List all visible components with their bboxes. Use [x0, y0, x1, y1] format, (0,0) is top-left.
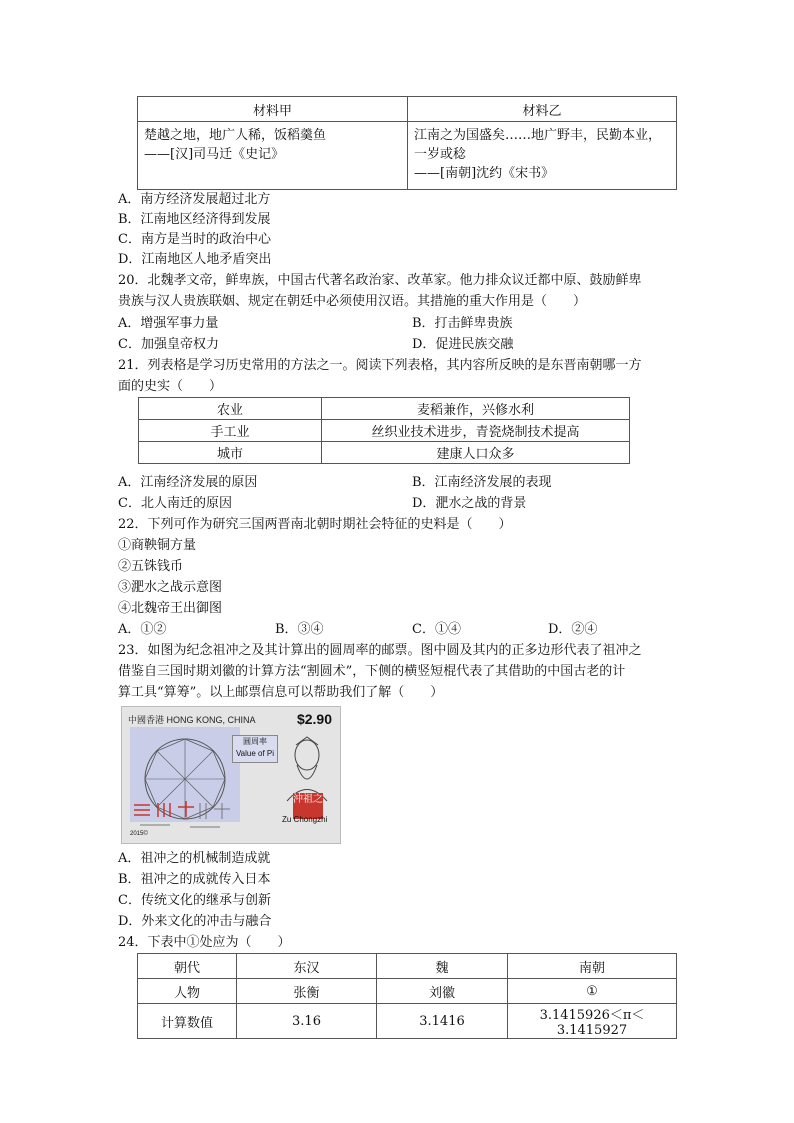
list-item: ②五铢钱币 — [118, 559, 184, 574]
table-header: 材料甲 — [138, 97, 408, 122]
material-table — [137, 96, 677, 190]
table-cell — [138, 122, 408, 190]
option[interactable]: C．传统文化的继承与创新 — [118, 893, 271, 908]
cell-line: ——[汉]司马迁《史记》 — [144, 147, 285, 162]
stamp-seal: 沖祖之 — [293, 793, 323, 819]
table-cell: 城市 — [139, 442, 322, 464]
cell-line: 一岁或稔 — [414, 147, 467, 162]
option[interactable]: D．促进民族交融 — [412, 337, 514, 352]
option[interactable]: B．江南经济发展的表现 — [412, 475, 552, 490]
option[interactable]: B．江南地区经济得到发展 — [118, 212, 271, 227]
table-cell: 3.1415926＜π＜3.1415927 — [508, 1004, 677, 1039]
option[interactable]: C．北人南迁的原因 — [118, 496, 232, 511]
stamp-label-en: Value of Pi — [235, 749, 275, 758]
question-text: 算工具“算筹”。以上邮票信息可以帮助我们了解（ ） — [118, 685, 444, 700]
table-header: 材料乙 — [408, 97, 677, 122]
option[interactable]: A．江南经济发展的原因 — [118, 475, 258, 490]
question-text: 24．下表中①处应为（ ） — [118, 935, 291, 950]
stamp-country: 中國香港 HONG KONG, CHINA — [128, 715, 256, 725]
option[interactable]: A．南方经济发展超过北方 — [118, 192, 271, 207]
option[interactable]: C．加强皇帝权力 — [118, 337, 219, 352]
table-cell: 魏 — [377, 954, 508, 979]
info-table — [138, 397, 630, 464]
pi-table — [137, 953, 677, 1039]
table-cell: 手工业 — [139, 420, 322, 442]
question-text: 21．列表格是学习历史常用的方法之一。阅读下列表格，其内容所反映的是东晋南朝哪一方 — [118, 358, 642, 373]
table-cell: 张衡 — [237, 979, 377, 1004]
table-cell: ① — [508, 979, 677, 1004]
cell-line: ——[南朝]沈约《宋书》 — [414, 166, 555, 181]
question-text: 贵族与汉人贵族联姻、规定在朝廷中必须使用汉语。其措施的重大作用是（ ） — [118, 294, 587, 309]
question-text: 面的史实（ ） — [118, 379, 223, 394]
counting-rods-icon — [130, 799, 250, 833]
option[interactable]: D．江南地区人地矛盾突出 — [118, 252, 272, 267]
cell-line: 江南之为国盛矣……地广野丰，民勤本业， — [414, 128, 662, 143]
stamp-price: $2.90 — [296, 711, 332, 727]
option[interactable]: D．淝水之战的背景 — [412, 496, 527, 511]
option[interactable]: B．③④ — [275, 622, 324, 637]
question-text: 20．北魏孝文帝，鲜卑族，中国古代著名政治家、改革家。他力排众议迁都中原、鼓励鲜卑 — [118, 273, 642, 288]
table-cell: 刘徽 — [377, 979, 508, 1004]
table-cell — [408, 122, 677, 190]
table-cell: 人物 — [138, 979, 237, 1004]
option[interactable]: A．增强军事力量 — [118, 316, 219, 331]
option[interactable]: A．祖冲之的机械制造成就 — [118, 851, 271, 866]
stamp-label-cn: 圓周率 — [243, 737, 267, 746]
table-cell: 农业 — [139, 398, 322, 420]
stamp-year: 2015© — [130, 831, 148, 837]
question-text: 借鉴自三国时期刘徽的计算方法“割圆术”，下侧的横竖短棍代表了其借助的中国古老的计 — [118, 664, 626, 679]
table-cell: 计算数值 — [138, 1004, 237, 1039]
table-cell: 东汉 — [237, 954, 377, 979]
stamp-image — [121, 706, 341, 844]
list-item: ④北魏帝王出御图 — [118, 601, 223, 616]
option[interactable]: C．南方是当时的政治中心 — [118, 232, 271, 247]
stamp-label — [232, 735, 278, 763]
cell-line: 楚越之地，地广人稀，饭稻羹鱼 — [144, 128, 327, 143]
list-item: ①商鞅铜方量 — [118, 538, 197, 553]
table-cell: 建康人口众多 — [322, 442, 630, 464]
table-cell: 3.1416 — [377, 1004, 508, 1039]
stamp-name: Zu Chongzhi — [282, 815, 328, 824]
table-cell: 南朝 — [508, 954, 677, 979]
option[interactable]: B．打击鲜卑贵族 — [412, 316, 513, 331]
option[interactable]: C．①④ — [412, 622, 461, 637]
table-cell: 3.16 — [237, 1004, 377, 1039]
table-cell: 麦稻兼作，兴修水利 — [322, 398, 630, 420]
option[interactable]: D．外来文化的冲击与融合 — [118, 914, 272, 929]
option[interactable]: A．①② — [118, 622, 167, 637]
table-cell: 朝代 — [138, 954, 237, 979]
question-text: 22．下列可作为研究三国两晋南北朝时期社会特征的史料是（ ） — [118, 517, 512, 532]
list-item: ③淝水之战示意图 — [118, 580, 223, 595]
option[interactable]: B．祖冲之的成就传入日本 — [118, 872, 271, 887]
question-text: 23．如图为纪念祖冲之及其计算出的圆周率的邮票。图中圆及其内的正多边形代表了祖冲之 — [118, 643, 642, 658]
table-cell: 丝织业技术进步，青瓷烧制技术提高 — [322, 420, 630, 442]
option[interactable]: D．②④ — [548, 622, 598, 637]
